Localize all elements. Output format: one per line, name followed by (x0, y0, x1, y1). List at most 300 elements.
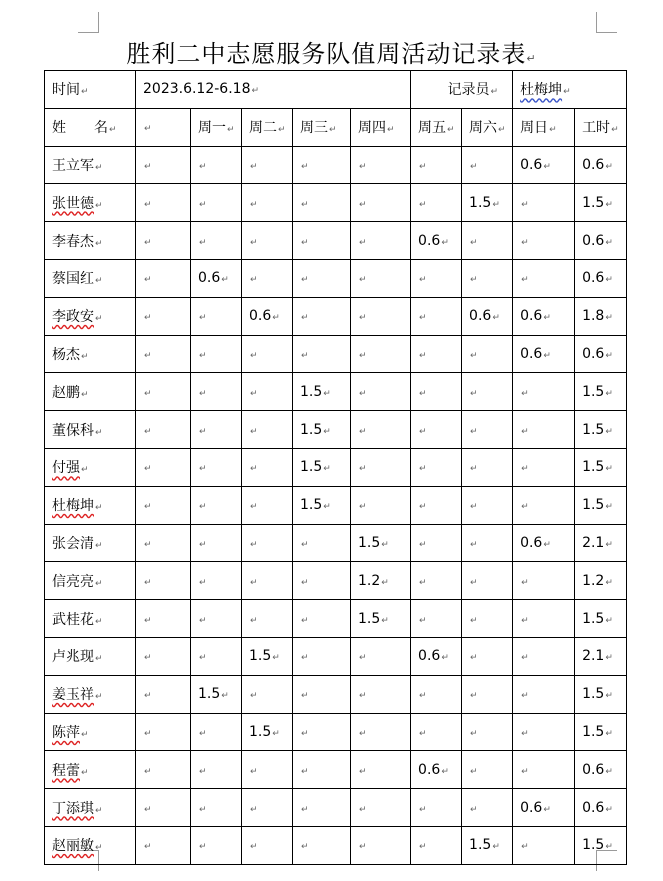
cell-mark-icon: ↵ (543, 350, 551, 361)
cell-mark-icon: ↵ (470, 691, 478, 702)
cell-mark-icon: ↵ (605, 502, 613, 513)
cell-value: 1.5 (582, 837, 605, 854)
day-hours-cell[interactable] (513, 637, 575, 675)
day-hours-cell[interactable] (293, 373, 351, 411)
table-row (45, 259, 627, 297)
volunteer-name: 蔡国红 (52, 271, 94, 288)
time-label-cell[interactable]: 时间↵ (45, 71, 136, 109)
day-hours-cell[interactable] (191, 486, 242, 524)
volunteer-name-cell[interactable] (45, 637, 136, 675)
hours-total-cell[interactable] (575, 486, 627, 524)
blank-column-header[interactable] (136, 108, 191, 146)
day-hours-cell[interactable] (191, 789, 242, 827)
volunteer-name-cell[interactable] (45, 524, 136, 562)
volunteer-name-cell[interactable] (45, 448, 136, 486)
day-hours-cell[interactable] (242, 486, 293, 524)
cell-mark-icon: ↵ (301, 313, 309, 324)
day-hours-cell[interactable] (411, 259, 462, 297)
volunteer-name: 姜玉祥 (52, 687, 94, 704)
day-hours-cell[interactable] (242, 448, 293, 486)
day-hours-cell[interactable] (293, 713, 351, 751)
cell-mark-icon: ↵ (199, 577, 207, 588)
day-hours-cell[interactable] (513, 146, 575, 184)
cell-mark-icon: ↵ (605, 539, 613, 550)
cell-mark-icon: ↵ (301, 615, 309, 626)
header-row-time (45, 71, 627, 109)
cell-mark-icon: ↵ (441, 766, 449, 777)
day-hours-cell[interactable] (462, 524, 513, 562)
day-hours-cell[interactable] (191, 562, 242, 600)
day-hours-cell[interactable] (242, 826, 293, 864)
volunteer-name-cell[interactable] (45, 297, 136, 335)
cell-mark-icon: ↵ (605, 388, 613, 399)
day-hours-cell[interactable] (351, 562, 411, 600)
day-hours-cell[interactable] (462, 297, 513, 335)
day-hours-cell[interactable] (242, 524, 293, 562)
day-hours-cell[interactable] (513, 335, 575, 373)
day-column-header-tue[interactable]: 周二↵ (242, 108, 293, 146)
day-hours-cell[interactable] (513, 562, 575, 600)
day-hours-cell[interactable] (293, 259, 351, 297)
day-hours-cell[interactable] (242, 184, 293, 222)
cell-mark-icon: ↵ (605, 653, 613, 664)
day-hours-cell[interactable] (462, 146, 513, 184)
hours-total-cell[interactable] (575, 789, 627, 827)
volunteer-name-cell[interactable] (45, 675, 136, 713)
cell-mark-icon: ↵ (95, 200, 103, 211)
day-hours-cell[interactable] (191, 335, 242, 373)
cell-mark-icon: ↵ (95, 616, 103, 627)
cell-value: 1.2 (358, 572, 381, 589)
day-hours-cell[interactable] (513, 826, 575, 864)
day-hours-cell[interactable] (293, 146, 351, 184)
cell-mark-icon: ↵ (95, 843, 103, 854)
day-hours-cell[interactable] (293, 486, 351, 524)
day-hours-cell[interactable] (411, 713, 462, 751)
day-hours-cell[interactable] (462, 373, 513, 411)
day-hours-cell[interactable] (411, 373, 462, 411)
cell-mark-icon: ↵ (419, 199, 427, 210)
day-hours-cell[interactable] (351, 751, 411, 789)
cell-mark-icon: ↵ (144, 577, 152, 588)
day-hours-cell[interactable] (293, 600, 351, 638)
cell-mark-icon: ↵ (543, 539, 551, 550)
day-hours-cell[interactable] (513, 411, 575, 449)
table-row (45, 486, 627, 524)
day-hours-cell[interactable] (351, 486, 411, 524)
cell-mark-icon: ↵ (301, 842, 309, 853)
day-hours-cell[interactable] (293, 751, 351, 789)
day-hours-cell[interactable] (191, 373, 242, 411)
day-hours-cell[interactable] (411, 222, 462, 260)
day-hours-cell[interactable] (293, 562, 351, 600)
day-hours-cell[interactable] (242, 146, 293, 184)
hours-total-cell[interactable] (575, 600, 627, 638)
cell-mark-icon: ↵ (521, 388, 529, 399)
hours-total-cell[interactable] (575, 713, 627, 751)
day-hours-cell[interactable] (351, 411, 411, 449)
day-hours-cell[interactable] (242, 675, 293, 713)
blank-cell[interactable] (136, 486, 191, 524)
day-hours-cell[interactable] (411, 600, 462, 638)
day-hours-cell[interactable] (351, 713, 411, 751)
day-hours-cell[interactable] (242, 411, 293, 449)
day-hours-cell[interactable] (293, 675, 351, 713)
cell-value: 1.5 (300, 497, 323, 514)
day-hours-cell[interactable] (411, 411, 462, 449)
cell-mark-icon: ↵ (250, 388, 258, 399)
day-hours-cell[interactable] (242, 637, 293, 675)
volunteer-name-cell[interactable] (45, 600, 136, 638)
hours-total-cell[interactable] (575, 259, 627, 297)
day-hours-cell[interactable] (191, 297, 242, 335)
cell-mark-icon: ↵ (199, 842, 207, 853)
day-hours-cell[interactable] (462, 789, 513, 827)
day-hours-cell[interactable] (351, 222, 411, 260)
hours-total-cell[interactable] (575, 335, 627, 373)
day-hours-cell[interactable] (513, 486, 575, 524)
day-hours-cell[interactable] (191, 524, 242, 562)
hours-total-cell[interactable] (575, 637, 627, 675)
cell-mark-icon: ↵ (359, 426, 367, 437)
volunteer-name-cell[interactable] (45, 486, 136, 524)
day-hours-cell[interactable] (462, 826, 513, 864)
column-header-row (45, 108, 627, 146)
day-hours-cell[interactable] (191, 675, 242, 713)
cell-mark-icon: ↵ (81, 729, 89, 740)
day-hours-cell[interactable] (351, 826, 411, 864)
cell-mark-icon: ↵ (301, 237, 309, 248)
volunteer-name-cell[interactable] (45, 713, 136, 751)
blank-cell[interactable] (136, 751, 191, 789)
cell-mark-icon: ↵ (199, 199, 207, 210)
day-hours-cell[interactable] (242, 259, 293, 297)
day-hours-cell[interactable] (462, 600, 513, 638)
blank-cell[interactable] (136, 222, 191, 260)
hours-total-cell[interactable] (575, 184, 627, 222)
day-hours-cell[interactable] (462, 751, 513, 789)
day-hours-cell[interactable] (351, 335, 411, 373)
day-hours-cell[interactable] (513, 600, 575, 638)
cell-mark-icon: ↵ (251, 86, 260, 97)
blank-cell[interactable] (136, 713, 191, 751)
day-hours-cell[interactable] (462, 562, 513, 600)
cell-mark-icon: ↵ (605, 842, 613, 853)
blank-cell[interactable] (136, 259, 191, 297)
day-hours-cell[interactable] (411, 826, 462, 864)
day-hours-cell[interactable] (351, 524, 411, 562)
hours-total-cell[interactable] (575, 222, 627, 260)
volunteer-name-cell[interactable] (45, 826, 136, 864)
hours-total-cell[interactable] (575, 751, 627, 789)
day-column-header-mon[interactable]: 周一↵ (191, 108, 242, 146)
day-hours-cell[interactable] (351, 600, 411, 638)
table-row (45, 373, 627, 411)
day-hours-cell[interactable] (191, 713, 242, 751)
volunteer-name: 张世德 (52, 195, 94, 212)
hours-total-cell[interactable] (575, 146, 627, 184)
cell-mark-icon: ↵ (419, 388, 427, 399)
cell-mark-icon: ↵ (470, 502, 478, 513)
day-hours-cell[interactable] (242, 335, 293, 373)
day-hours-cell[interactable] (462, 637, 513, 675)
day-hours-cell[interactable] (411, 146, 462, 184)
cell-mark-icon: ↵ (144, 199, 152, 210)
cell-mark-icon: ↵ (498, 125, 506, 136)
day-hours-cell[interactable] (513, 713, 575, 751)
day-hours-cell[interactable] (462, 222, 513, 260)
day-hours-cell[interactable] (462, 411, 513, 449)
cell-mark-icon: ↵ (419, 502, 427, 513)
day-hours-cell[interactable] (351, 297, 411, 335)
date-range-cell[interactable]: 2023.6.12-6.18↵ (136, 71, 411, 109)
day-hours-cell[interactable] (242, 222, 293, 260)
day-hours-cell[interactable] (411, 675, 462, 713)
cell-mark-icon: ↵ (81, 389, 89, 400)
blank-cell[interactable] (136, 562, 191, 600)
day-hours-cell[interactable] (513, 448, 575, 486)
cell-value: 1.5 (249, 648, 272, 665)
hours-total-cell[interactable] (575, 675, 627, 713)
day-hours-cell[interactable] (462, 335, 513, 373)
blank-cell[interactable] (136, 335, 191, 373)
cell-mark-icon: ↵ (419, 842, 427, 853)
day-hours-cell[interactable] (411, 184, 462, 222)
blank-cell[interactable] (136, 448, 191, 486)
day-hours-cell[interactable] (191, 826, 242, 864)
day-hours-cell[interactable] (462, 675, 513, 713)
day-hours-cell[interactable] (242, 751, 293, 789)
cell-mark-icon: ↵ (605, 728, 613, 739)
cell-mark-icon: ↵ (144, 842, 152, 853)
day-hours-cell[interactable] (293, 789, 351, 827)
volunteer-name: 赵丽敏 (52, 838, 94, 855)
cell-mark-icon: ↵ (359, 842, 367, 853)
day-hours-cell[interactable] (513, 751, 575, 789)
cell-mark-icon: ↵ (250, 842, 258, 853)
day-hours-cell[interactable] (242, 562, 293, 600)
hours-total-cell[interactable] (575, 448, 627, 486)
cell-mark-icon: ↵ (549, 125, 557, 136)
cell-value: 1.5 (582, 383, 605, 400)
name-column-header[interactable]: 姓 名↵ (45, 108, 136, 146)
hours-total-cell[interactable] (575, 373, 627, 411)
volunteer-name-cell[interactable] (45, 259, 136, 297)
cell-mark-icon: ↵ (470, 728, 478, 739)
volunteer-name: 付强 (52, 460, 80, 477)
day-hours-cell[interactable] (513, 297, 575, 335)
cell-value: 0.6 (582, 156, 605, 173)
blank-cell[interactable] (136, 184, 191, 222)
volunteer-name: 李春杰 (52, 233, 94, 250)
cell-mark-icon: ↵ (521, 653, 529, 664)
day-hours-cell[interactable] (462, 448, 513, 486)
hours-total-cell[interactable] (575, 562, 627, 600)
day-hours-cell[interactable] (191, 259, 242, 297)
recorder-name-cell[interactable]: 杜梅坤↵ (513, 71, 627, 109)
cell-value: 0.6 (418, 761, 441, 778)
day-hours-cell[interactable] (513, 222, 575, 260)
cell-value: 1.5 (582, 497, 605, 514)
day-hours-cell[interactable] (462, 713, 513, 751)
cell-mark-icon: ↵ (250, 577, 258, 588)
day-column-header-thu[interactable]: 周四↵ (351, 108, 411, 146)
cell-mark-icon: ↵ (470, 539, 478, 550)
cell-mark-icon: ↵ (144, 539, 152, 550)
cell-mark-icon: ↵ (359, 350, 367, 361)
hours-total-cell[interactable] (575, 411, 627, 449)
day-hours-cell[interactable] (293, 297, 351, 335)
cell-mark-icon: ↵ (381, 577, 389, 588)
day-hours-cell[interactable] (411, 789, 462, 827)
day-hours-cell[interactable] (411, 637, 462, 675)
day-hours-cell[interactable] (293, 826, 351, 864)
day-hours-cell[interactable] (351, 448, 411, 486)
day-hours-cell[interactable] (242, 600, 293, 638)
cell-mark-icon: ↵ (419, 691, 427, 702)
volunteer-name-cell[interactable] (45, 184, 136, 222)
table-row (45, 524, 627, 562)
blank-cell[interactable] (136, 297, 191, 335)
day-hours-cell[interactable] (351, 373, 411, 411)
day-column-header-sat[interactable]: 周六↵ (462, 108, 513, 146)
hours-column-header[interactable]: 工时↵ (575, 108, 627, 146)
blank-cell[interactable] (136, 789, 191, 827)
cell-mark-icon: ↵ (605, 199, 613, 210)
day-hours-cell[interactable] (293, 637, 351, 675)
cell-mark-icon: ↵ (521, 615, 529, 626)
cell-mark-icon: ↵ (359, 766, 367, 777)
cell-mark-icon: ↵ (144, 766, 152, 777)
day-hours-cell[interactable] (191, 751, 242, 789)
day-hours-cell[interactable] (293, 184, 351, 222)
volunteer-name-cell[interactable] (45, 222, 136, 260)
cell-mark-icon: ↵ (359, 199, 367, 210)
day-hours-cell[interactable] (293, 411, 351, 449)
cell-mark-icon: ↵ (359, 804, 367, 815)
day-column-header-sun[interactable]: 周日↵ (513, 108, 575, 146)
day-hours-cell[interactable] (191, 637, 242, 675)
day-hours-cell[interactable] (293, 335, 351, 373)
title-text: 胜利二中志愿服务队值周活动记录表 (126, 40, 527, 68)
day-hours-cell[interactable] (351, 789, 411, 827)
volunteer-name: 丁添琪 (52, 800, 94, 817)
day-hours-cell[interactable] (351, 637, 411, 675)
cell-mark-icon: ↵ (323, 464, 331, 475)
volunteer-name-cell[interactable] (45, 751, 136, 789)
blank-cell[interactable] (136, 411, 191, 449)
day-column-header-fri[interactable]: 周五↵ (411, 108, 462, 146)
day-hours-cell[interactable] (191, 222, 242, 260)
day-hours-cell[interactable] (351, 259, 411, 297)
cell-mark-icon: ↵ (470, 426, 478, 437)
day-hours-cell[interactable] (293, 524, 351, 562)
hours-total-cell[interactable] (575, 524, 627, 562)
day-hours-cell[interactable] (513, 524, 575, 562)
cell-mark-icon: ↵ (419, 313, 427, 324)
day-hours-cell[interactable] (351, 675, 411, 713)
day-hours-cell[interactable] (411, 486, 462, 524)
day-hours-cell[interactable] (513, 789, 575, 827)
blank-cell[interactable] (136, 146, 191, 184)
day-hours-cell[interactable] (411, 751, 462, 789)
cell-mark-icon: ↵ (301, 804, 309, 815)
cell-mark-icon: ↵ (199, 388, 207, 399)
cell-mark-icon: ↵ (521, 502, 529, 513)
day-hours-cell[interactable] (242, 713, 293, 751)
day-hours-cell[interactable] (411, 562, 462, 600)
blank-cell[interactable] (136, 600, 191, 638)
table-row (45, 184, 627, 222)
day-hours-cell[interactable] (242, 373, 293, 411)
cell-value: 0.6 (418, 232, 441, 249)
cell-mark-icon: ↵ (144, 426, 152, 437)
day-hours-cell[interactable] (411, 297, 462, 335)
day-hours-cell[interactable] (191, 184, 242, 222)
day-hours-cell[interactable] (462, 486, 513, 524)
day-hours-cell[interactable] (411, 448, 462, 486)
cell-mark-icon: ↵ (419, 804, 427, 815)
blank-cell[interactable] (136, 373, 191, 411)
day-hours-cell[interactable] (462, 259, 513, 297)
day-hours-cell[interactable] (242, 789, 293, 827)
cell-mark-icon: ↵ (470, 804, 478, 815)
day-hours-cell[interactable] (351, 184, 411, 222)
volunteer-name-cell[interactable] (45, 373, 136, 411)
cell-mark-icon: ↵ (492, 199, 500, 210)
volunteer-name-cell[interactable] (45, 411, 136, 449)
cell-mark-icon: ↵ (611, 125, 619, 136)
day-hours-cell[interactable] (411, 335, 462, 373)
blank-cell[interactable] (136, 675, 191, 713)
day-hours-cell[interactable] (191, 411, 242, 449)
day-hours-cell[interactable] (513, 259, 575, 297)
blank-cell[interactable] (136, 637, 191, 675)
day-hours-cell[interactable] (513, 184, 575, 222)
volunteer-name-cell[interactable] (45, 562, 136, 600)
day-hours-cell[interactable] (191, 146, 242, 184)
cell-mark-icon: ↵ (199, 615, 207, 626)
cell-mark-icon: ↵ (521, 237, 529, 248)
cell-mark-icon: ↵ (359, 691, 367, 702)
blank-cell[interactable] (136, 524, 191, 562)
volunteer-name-cell[interactable] (45, 335, 136, 373)
volunteer-name-cell[interactable] (45, 146, 136, 184)
blank-cell[interactable] (136, 826, 191, 864)
day-hours-cell[interactable] (513, 675, 575, 713)
day-hours-cell[interactable] (293, 448, 351, 486)
day-hours-cell[interactable] (191, 448, 242, 486)
cell-value: 1.5 (469, 837, 492, 854)
day-hours-cell[interactable] (191, 600, 242, 638)
day-hours-cell[interactable] (242, 297, 293, 335)
day-hours-cell[interactable] (293, 222, 351, 260)
day-hours-cell[interactable] (411, 524, 462, 562)
cell-value: 0.6 (520, 799, 543, 816)
day-column-header-wed[interactable]: 周三↵ (293, 108, 351, 146)
hours-total-cell[interactable] (575, 297, 627, 335)
document-title[interactable] (0, 34, 663, 69)
cell-mark-icon: ↵ (521, 691, 529, 702)
cell-mark-icon: ↵ (250, 275, 258, 286)
day-hours-cell[interactable] (513, 373, 575, 411)
day-hours-cell[interactable] (351, 146, 411, 184)
day-hours-cell[interactable] (462, 184, 513, 222)
hours-total-cell[interactable] (575, 826, 627, 864)
recorder-label-cell[interactable]: 记录员↵ (411, 71, 513, 109)
cell-mark-icon: ↵ (470, 766, 478, 777)
volunteer-name-cell[interactable] (45, 789, 136, 827)
